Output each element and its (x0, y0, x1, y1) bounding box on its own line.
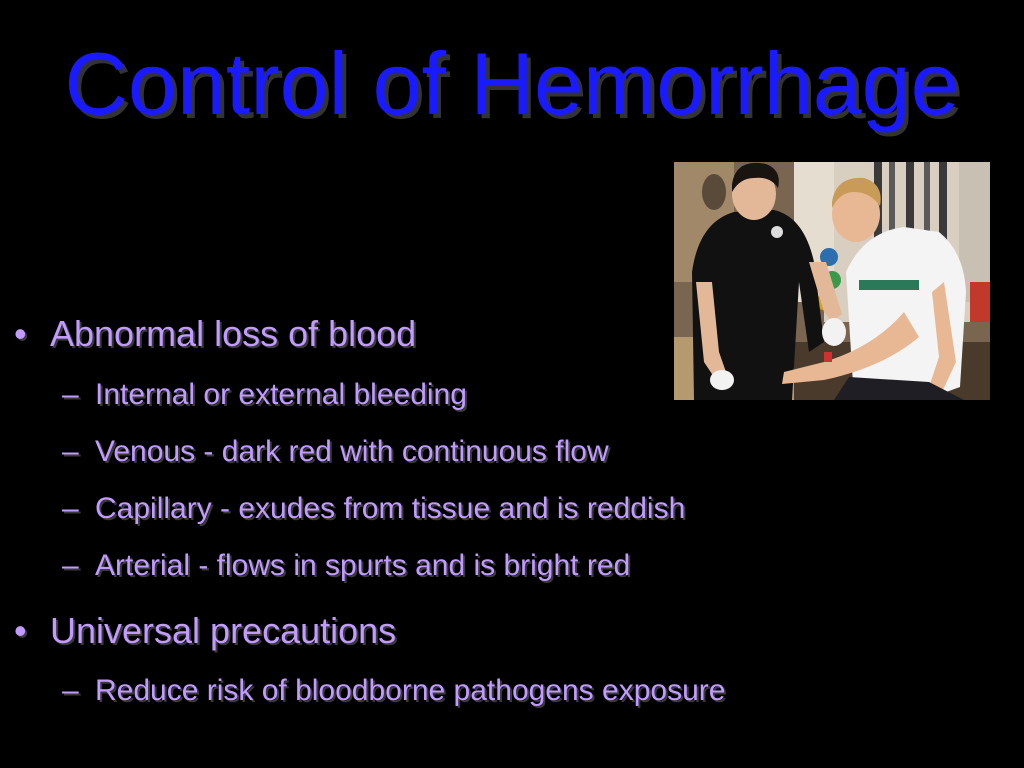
sub-bullet-marker: – (62, 674, 79, 707)
sub-bullet-marker: – (62, 378, 79, 411)
bullet-abnormal-loss-of-blood: Abnormal loss of blood (50, 313, 417, 354)
sub-bullet-reduce-risk: Reduce risk of bloodborne pathogens exposure (95, 674, 726, 707)
sub-bullet-internal-external: Internal or external bleeding (95, 378, 467, 411)
sub-bullet-marker: – (62, 435, 79, 468)
sub-bullet-marker: – (62, 549, 79, 582)
bullet-universal-precautions: Universal precautions (50, 610, 397, 651)
sub-bullet-capillary: Capillary - exudes from tissue and is reddish (95, 492, 686, 525)
bullet-marker: • (14, 610, 27, 651)
sub-bullet-arterial: Arterial - flows in spurts and is bright red (95, 549, 631, 582)
slide-title: Control of Hemorrhage (64, 34, 960, 133)
bullet-marker: • (14, 313, 27, 354)
sub-bullet-venous: Venous - dark red with continuous flow (95, 435, 609, 468)
sub-bullet-marker: – (62, 492, 79, 525)
